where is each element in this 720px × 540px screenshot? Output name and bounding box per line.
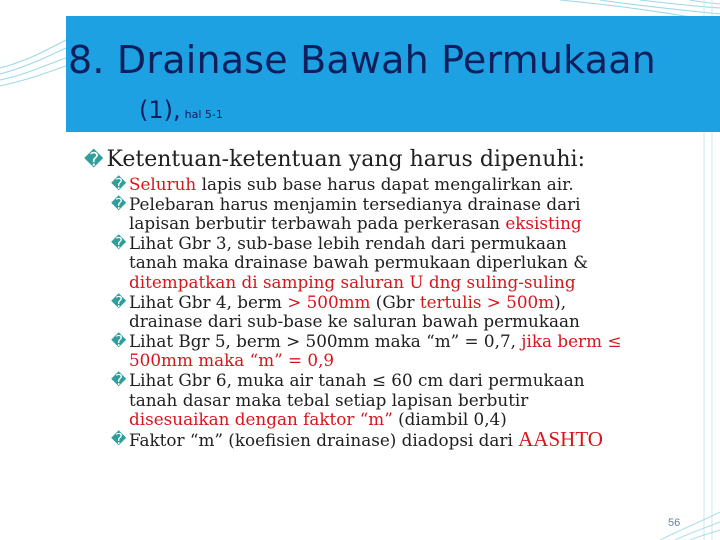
item-text: ), drainase dari sub-base ke saluran bawah permukaan bbox=[129, 291, 580, 332]
item-text: Lihat Gbr 6, muka air tanah ≤ 60 cm dari permukaan tanah dasar maka tebal setiap lapisan berbutir bbox=[129, 369, 585, 410]
item-text: (diambil 0,4) bbox=[392, 409, 507, 430]
item-text: (Gbr bbox=[370, 291, 420, 312]
bullet-icon: � bbox=[111, 194, 127, 213]
item-text: Lihat Gbr 4, berm bbox=[129, 291, 288, 312]
emphasis-text: > 500mm bbox=[287, 291, 371, 312]
page-number: 56 bbox=[668, 517, 681, 529]
item-text: Pelebaran harus menjamin tersedianya drainase dari lapisan berbutir terbawah pada perkerasan bbox=[129, 193, 581, 234]
emphasis-text: eksisting bbox=[505, 213, 582, 234]
slide-title: 8. Drainase Bawah Permukaan bbox=[68, 38, 656, 82]
bullet-icon: � bbox=[111, 429, 127, 448]
bullet-icon: � bbox=[111, 175, 127, 193]
list-item bbox=[111, 293, 711, 332]
emphasis-text: jika berm ≤ 500mm maka “m” = 0,9 bbox=[129, 330, 622, 371]
emphasis-text: disesuaikan dengan faktor “m” bbox=[129, 409, 393, 430]
bullet-icon: � bbox=[111, 292, 127, 311]
item-text: Lihat Bgr 5, berm > 500mm maka “m” = 0,7, bbox=[129, 330, 522, 351]
main-bullet bbox=[84, 147, 704, 172]
item-text: Faktor “m” (koefisien drainase) diadopsi dari bbox=[129, 429, 519, 450]
emphasis-text: Seluruh bbox=[129, 174, 197, 194]
item-text: lapis sub base harus dapat mengalirkan air. bbox=[196, 174, 574, 194]
emphasis-text: tertulis > 500m bbox=[419, 291, 555, 312]
bullet-icon: � bbox=[84, 149, 104, 171]
main-bullet-text: Ketentuan-ketentuan yang harus dipenuhi: bbox=[106, 147, 585, 172]
slide-subtitle bbox=[139, 96, 223, 124]
list-item bbox=[111, 195, 711, 234]
list-item bbox=[111, 426, 711, 451]
subtitle-part: (1), bbox=[139, 96, 181, 124]
bullet-icon: � bbox=[111, 233, 127, 252]
bullet-icon: � bbox=[111, 331, 127, 350]
emphasis-text: AASHTO bbox=[518, 426, 603, 451]
emphasis-text: ditempatkan di samping saluran U dng suling-suling bbox=[129, 271, 576, 292]
subtitle-page-ref: hal 5-1 bbox=[184, 108, 223, 121]
list-item bbox=[111, 234, 711, 293]
list-item bbox=[111, 371, 711, 430]
bullet-icon: � bbox=[111, 370, 127, 389]
list-item bbox=[111, 332, 711, 371]
item-text: Lihat Gbr 3, sub-base lebih rendah dari permukaan tanah maka drainase bawah permukaan diperlukan & bbox=[129, 232, 589, 273]
sub-bullet-list bbox=[111, 175, 711, 450]
list-item bbox=[111, 175, 711, 195]
